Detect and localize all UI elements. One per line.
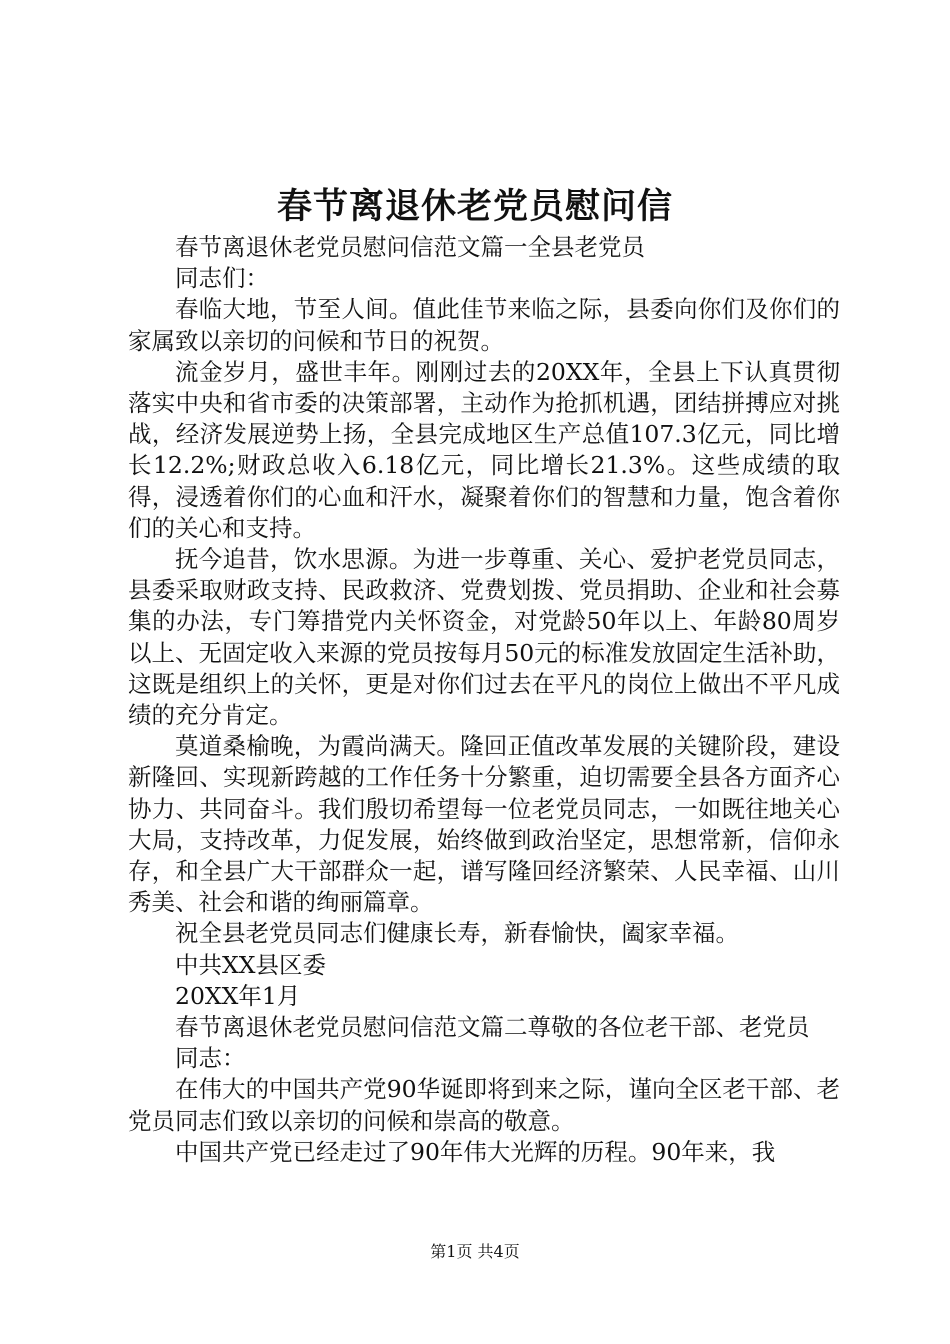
paragraph: 春节离退休老党员慰问信范文篇二尊敬的各位老干部、老党员 xyxy=(175,1013,810,1042)
paragraph: 流金岁月，盛世丰年。刚刚过去的20XX年，全县上下认真贯彻落实中央和省市委的决策部署，主动作为抢抓机遇，团结拼搏应对挑战，经济发展逆势上扬，全县完成地区生产总值107.3亿元，同比增长12.2%;财政总收入6.18亿元，同比增长21.3%。这些成绩的取得，浸透着你们的心血和汗水，凝聚着你们的智慧和力量，饱含着你们的关心和支持。 xyxy=(128,357,840,542)
signature-org: 中共XX县区委 xyxy=(175,950,326,979)
paragraph: 抚今追昔，饮水思源。为进一步尊重、关心、爱护老党员同志，县委采取财政支持、民政救济、党费划拨、党员捐助、企业和社会募集的办法，专门筹措党内关怀资金，对党龄50年以上、年龄80周岁以上、无固定收入来源的党员按每月50元的标准发放固定生活补助，这既是组织上的关怀，更是对你们过去在平凡的岗位上做出不平凡成绩的充分肯定。 xyxy=(128,545,840,730)
paragraph: 祝全县老党员同志们健康长寿，新春愉快，阖家幸福。 xyxy=(175,919,739,948)
paragraph: 同志： xyxy=(175,1044,246,1073)
paragraph: 中国共产党已经走过了90年伟大光辉的历程。90年来，我 xyxy=(175,1137,776,1166)
paragraph: 同志们： xyxy=(175,264,269,293)
signature-date: 20XX年1月 xyxy=(175,981,301,1010)
page-indicator: 第1页 共4页 xyxy=(430,1242,520,1261)
paragraph: 莫道桑榆晚，为霞尚满天。隆回正值改革发展的关键阶段，建设新隆回、实现新跨越的工作任务十分繁重，迫切需要全县各方面齐心协力、共同奋斗。我们殷切希望每一位老党员同志，一如既往地关心大局，支持改革，力促发展，始终做到政治坚定，思想常新，信仰永存，和全县广大干部群众一起，谱写隆回经济繁荣、人民幸福、山川秀美、社会和谐的绚丽篇章。 xyxy=(128,732,840,917)
paragraph: 春节离退休老党员慰问信范文篇一全县老党员 xyxy=(175,233,645,261)
paragraph: 春临大地，节至人间。值此佳节来临之际，县委向你们及你们的家属致以亲切的问候和节日的祝贺。 xyxy=(128,295,840,355)
document-title: 春节离退休老党员慰问信 xyxy=(276,186,673,227)
paragraph: 在伟大的中国共产党90华诞即将到来之际，谨向全区老干部、老党员同志们致以亲切的问候和崇高的敬意。 xyxy=(128,1075,840,1135)
document-body xyxy=(128,232,840,1168)
